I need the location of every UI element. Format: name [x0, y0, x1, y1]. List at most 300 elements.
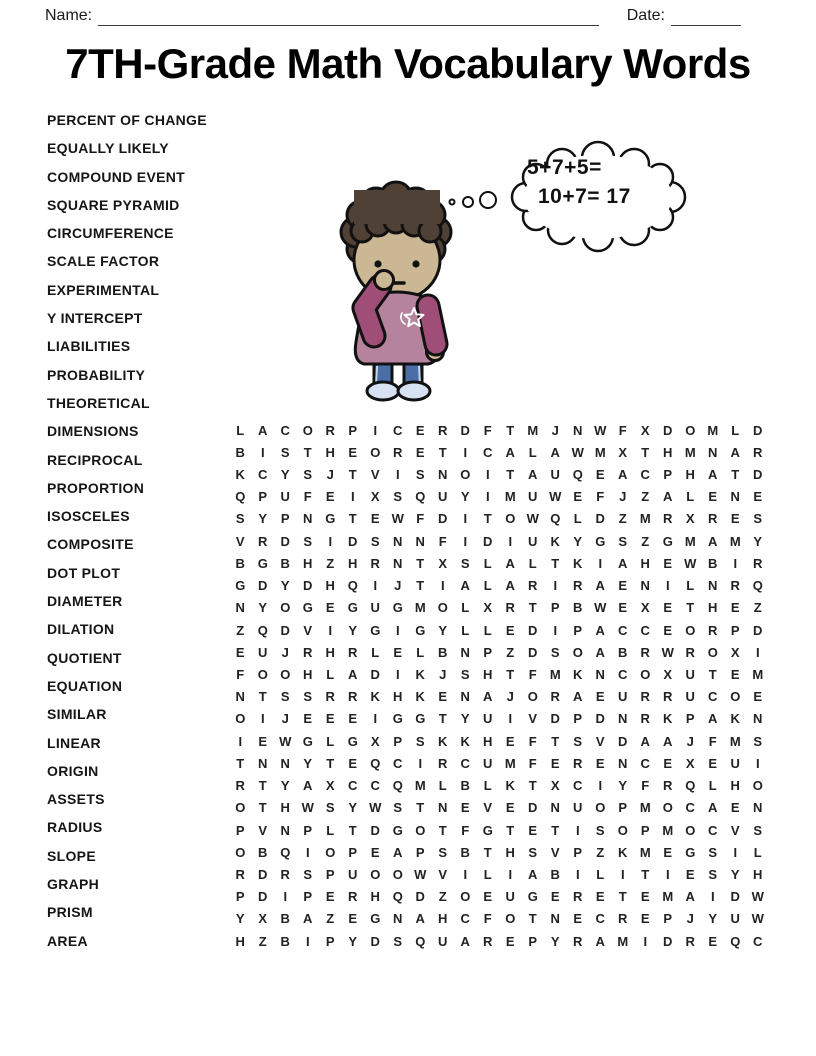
grid-cell: A: [460, 578, 470, 594]
grid-cell: O: [662, 800, 673, 816]
grid-cell: D: [415, 889, 425, 905]
grid-cell: B: [438, 644, 448, 660]
grid-cell: P: [573, 711, 583, 727]
grid-cell: F: [416, 511, 425, 527]
grid-cell: A: [483, 689, 493, 705]
grid-cell: S: [415, 467, 425, 483]
grid-cell: I: [575, 866, 580, 882]
grid-cell: E: [663, 844, 673, 860]
grid-cell: S: [280, 689, 290, 705]
grid-cell: P: [280, 511, 290, 527]
grid-cell: A: [595, 578, 605, 594]
grid-cell: D: [550, 711, 560, 727]
grid-cell: X: [640, 422, 650, 438]
grid-cell: A: [595, 644, 605, 660]
grid-cell: L: [753, 844, 762, 860]
grid-cell: N: [595, 667, 605, 683]
grid-cell: H: [685, 467, 695, 483]
grid-cell: K: [415, 667, 425, 683]
grid-cell: N: [393, 911, 403, 927]
grid-cell: L: [416, 644, 425, 660]
grid-cell: H: [663, 444, 673, 460]
grid-cell: T: [551, 555, 560, 571]
grid-cell: A: [505, 578, 515, 594]
grid-cell: I: [440, 578, 445, 594]
grid-cell: I: [755, 755, 760, 771]
grid-cell: N: [460, 689, 470, 705]
grid-cell: L: [686, 489, 695, 505]
grid-cell: O: [235, 800, 246, 816]
grid-cell: P: [550, 600, 560, 616]
grid-cell: E: [663, 755, 673, 771]
grid-cell: X: [483, 600, 493, 616]
grid-cell: R: [303, 644, 313, 660]
grid-cell: Y: [708, 911, 718, 927]
grid-cell: H: [325, 578, 335, 594]
grid-cell: L: [461, 600, 470, 616]
grid-cell: E: [753, 489, 763, 505]
grid-cell: T: [551, 733, 560, 749]
word-list-item: DIAMETER: [47, 593, 123, 610]
grid-cell: W: [684, 555, 697, 571]
grid-cell: L: [596, 866, 605, 882]
grid-cell: T: [416, 800, 425, 816]
grid-cell: E: [505, 622, 515, 638]
grid-cell: K: [370, 689, 380, 705]
grid-cell: T: [258, 778, 267, 794]
grid-cell: P: [235, 822, 245, 838]
grid-cell: O: [617, 822, 628, 838]
grid-cell: H: [303, 667, 313, 683]
grid-cell: R: [348, 644, 358, 660]
grid-cell: O: [527, 689, 538, 705]
grid-cell: Y: [280, 578, 290, 594]
grid-cell: D: [303, 578, 313, 594]
grid-cell: T: [483, 511, 492, 527]
grid-cell: F: [708, 733, 717, 749]
grid-cell: D: [595, 511, 605, 527]
grid-cell: L: [731, 422, 740, 438]
right-shoe: [398, 382, 430, 400]
grid-cell: M: [504, 755, 516, 771]
grid-cell: J: [686, 733, 694, 749]
grid-cell: D: [663, 422, 673, 438]
grid-cell: A: [528, 866, 538, 882]
grid-cell: P: [325, 933, 335, 949]
grid-cell: I: [598, 555, 603, 571]
grid-cell: R: [685, 933, 695, 949]
grid-cell: V: [370, 467, 380, 483]
grid-cell: I: [643, 933, 648, 949]
grid-cell: W: [279, 733, 292, 749]
grid-cell: A: [708, 711, 718, 727]
grid-cell: O: [370, 444, 381, 460]
word-list-item: RADIUS: [47, 819, 103, 836]
grid-cell: R: [348, 889, 358, 905]
grid-cell: I: [395, 622, 400, 638]
grid-cell: F: [618, 422, 627, 438]
grid-cell: T: [618, 889, 627, 905]
grid-cell: D: [370, 933, 380, 949]
grid-cell: G: [370, 622, 381, 638]
grid-cell: U: [258, 644, 268, 660]
grid-cell: K: [438, 733, 448, 749]
grid-cell: S: [595, 822, 605, 838]
grid-cell: Q: [415, 489, 426, 505]
grid-cell: T: [506, 467, 515, 483]
grid-cell: K: [460, 733, 470, 749]
grid-cell: E: [550, 755, 560, 771]
grid-cell: Z: [753, 600, 762, 616]
grid-cell: G: [257, 555, 268, 571]
grid-cell: U: [730, 911, 740, 927]
grid-cell: T: [506, 822, 515, 838]
grid-cell: W: [301, 800, 314, 816]
grid-cell: A: [663, 489, 673, 505]
grid-cell: R: [573, 933, 583, 949]
grid-cell: Y: [280, 467, 290, 483]
grid-cell: R: [618, 911, 628, 927]
grid-cell: L: [371, 644, 380, 660]
grid-cell: R: [438, 755, 448, 771]
word-list-item: CIRCUMFERENCE: [47, 225, 174, 242]
grid-cell: I: [710, 889, 715, 905]
grid-cell: F: [303, 489, 312, 505]
grid-cell: M: [639, 800, 651, 816]
grid-cell: U: [528, 489, 538, 505]
grid-cell: R: [685, 644, 695, 660]
grid-cell: E: [505, 933, 515, 949]
grid-cell: F: [483, 911, 492, 927]
grid-cell: Q: [392, 889, 403, 905]
grid-cell: P: [348, 422, 358, 438]
grid-cell: N: [235, 600, 245, 616]
grid-cell: S: [708, 844, 718, 860]
grid-cell: B: [460, 844, 470, 860]
word-list-item: GRAPH: [47, 876, 100, 893]
grid-cell: P: [573, 622, 583, 638]
grid-cell: D: [595, 711, 605, 727]
grid-cell: N: [753, 711, 763, 727]
grid-cell: B: [618, 644, 628, 660]
grid-cell: A: [708, 533, 718, 549]
grid-cell: I: [620, 866, 625, 882]
grid-cell: N: [235, 689, 245, 705]
grid-cell: S: [393, 933, 403, 949]
grid-cell: O: [302, 422, 313, 438]
grid-cell: E: [753, 689, 763, 705]
grid-cell: I: [305, 844, 310, 860]
grid-cell: O: [235, 844, 246, 860]
grid-cell: H: [483, 733, 493, 749]
word-list-item: DIMENSIONS: [47, 423, 139, 440]
grid-cell: E: [325, 711, 335, 727]
grid-cell: X: [438, 555, 448, 571]
grid-cell: W: [414, 866, 427, 882]
grid-cell: C: [640, 622, 650, 638]
grid-cell: Z: [438, 889, 447, 905]
grid-cell: A: [708, 467, 718, 483]
grid-cell: V: [303, 622, 313, 638]
grid-cell: E: [415, 444, 425, 460]
grid-cell: G: [392, 822, 403, 838]
grid-cell: D: [280, 622, 290, 638]
grid-cell: G: [527, 889, 538, 905]
grid-cell: D: [618, 733, 628, 749]
grid-cell: R: [348, 689, 358, 705]
grid-cell: A: [415, 911, 425, 927]
grid-cell: E: [505, 733, 515, 749]
grid-cell: O: [685, 822, 696, 838]
grid-cell: Q: [730, 933, 741, 949]
grid-cell: Z: [618, 511, 627, 527]
grid-cell: B: [280, 933, 290, 949]
grid-cell: N: [438, 467, 448, 483]
grid-cell: P: [325, 866, 335, 882]
grid-cell: I: [418, 755, 423, 771]
grid-cell: U: [550, 467, 560, 483]
grid-cell: J: [506, 689, 514, 705]
grid-cell: M: [684, 444, 696, 460]
grid-cell: E: [708, 489, 718, 505]
grid-cell: E: [370, 844, 380, 860]
grid-cell: U: [528, 533, 538, 549]
grid-cell: J: [281, 711, 289, 727]
grid-cell: C: [573, 778, 583, 794]
grid-cell: Z: [641, 533, 650, 549]
grid-cell: M: [639, 844, 651, 860]
grid-cell: S: [415, 733, 425, 749]
grid-cell: T: [528, 600, 537, 616]
grid-cell: I: [665, 866, 670, 882]
grid-cell: Y: [348, 800, 358, 816]
grid-cell: G: [347, 600, 358, 616]
grid-cell: S: [460, 555, 470, 571]
grid-cell: Y: [303, 755, 313, 771]
grid-cell: U: [438, 933, 448, 949]
grid-cell: U: [505, 889, 515, 905]
grid-cell: U: [685, 689, 695, 705]
grid-cell: W: [751, 889, 764, 905]
grid-cell: L: [528, 444, 537, 460]
grid-cell: A: [618, 555, 628, 571]
grid-cell: O: [640, 667, 651, 683]
grid-cell: V: [528, 711, 538, 727]
grid-cell: C: [618, 667, 628, 683]
grid-cell: T: [258, 689, 267, 705]
grid-cell: T: [236, 755, 245, 771]
grid-cell: A: [460, 933, 470, 949]
grid-cell: Q: [280, 844, 291, 860]
grid-cell: R: [663, 689, 673, 705]
grid-cell: O: [460, 467, 471, 483]
grid-cell: R: [325, 422, 335, 438]
grid-cell: B: [235, 444, 245, 460]
grid-cell: B: [573, 600, 583, 616]
grid-cell: J: [326, 467, 334, 483]
grid-cell: S: [753, 822, 763, 838]
grid-cell: N: [730, 489, 740, 505]
grid-cell: H: [708, 600, 718, 616]
grid-cell: X: [730, 644, 740, 660]
grid-cell: A: [393, 844, 403, 860]
grid-cell: E: [348, 911, 358, 927]
grid-cell: N: [753, 800, 763, 816]
grid-cell: O: [235, 711, 246, 727]
grid-cell: U: [370, 600, 380, 616]
grid-cell: I: [575, 822, 580, 838]
grid-cell: P: [573, 844, 583, 860]
grid-cell: E: [640, 911, 650, 927]
grid-cell: M: [707, 422, 719, 438]
grid-cell: R: [258, 533, 268, 549]
grid-cell: R: [505, 600, 515, 616]
grid-cell: Z: [506, 644, 515, 660]
grid-cell: A: [303, 778, 313, 794]
name-underline: [98, 7, 599, 26]
grid-cell: H: [325, 644, 335, 660]
grid-cell: H: [505, 844, 515, 860]
word-list-item: COMPOSITE: [47, 536, 134, 553]
grid-cell: P: [640, 822, 650, 838]
grid-cell: K: [618, 844, 628, 860]
grid-cell: Q: [347, 578, 358, 594]
grid-cell: T: [708, 667, 717, 683]
grid-cell: D: [348, 533, 358, 549]
grid-cell: R: [730, 578, 740, 594]
grid-cell: K: [573, 555, 583, 571]
grid-cell: V: [550, 844, 560, 860]
grid-cell: W: [594, 422, 607, 438]
grid-cell: T: [438, 822, 447, 838]
word-list-item: RECIPROCAL: [47, 451, 143, 468]
grid-cell: S: [303, 866, 313, 882]
grid-cell: K: [550, 533, 560, 549]
grid-cell: V: [235, 533, 245, 549]
grid-cell: M: [684, 533, 696, 549]
grid-cell: I: [373, 578, 378, 594]
grid-cell: E: [528, 822, 538, 838]
grid-cell: I: [463, 511, 468, 527]
grid-cell: S: [460, 667, 470, 683]
grid-cell: M: [662, 889, 674, 905]
grid-cell: C: [618, 622, 628, 638]
grid-cell: E: [415, 422, 425, 438]
grid-cell: F: [528, 733, 537, 749]
grid-cell: U: [618, 689, 628, 705]
word-list-item: Y INTERCEPT: [47, 310, 143, 327]
grid-cell: M: [617, 933, 629, 949]
left-eye: [374, 260, 381, 267]
grid-cell: L: [708, 778, 717, 794]
grid-cell: X: [618, 444, 628, 460]
grid-cell: A: [618, 467, 628, 483]
grid-cell: I: [485, 467, 490, 483]
grid-cell: L: [326, 822, 335, 838]
grid-cell: Y: [348, 933, 358, 949]
grid-cell: N: [460, 644, 470, 660]
grid-cell: C: [708, 689, 718, 705]
grid-cell: Y: [235, 911, 245, 927]
bubble-math-line-2: 10+7= 17: [538, 185, 631, 208]
grid-cell: W: [391, 511, 404, 527]
word-list-item: THEORETICAL: [47, 394, 150, 411]
grid-cell: D: [258, 578, 268, 594]
grid-cell: C: [483, 444, 493, 460]
grid-cell: E: [550, 889, 560, 905]
grid-cell: N: [303, 511, 313, 527]
grid-cell: D: [528, 800, 538, 816]
thought-bubble-trail: [450, 192, 497, 208]
grid-cell: D: [258, 889, 268, 905]
grid-cell: R: [483, 933, 493, 949]
grid-cell: U: [573, 800, 583, 816]
grid-cell: R: [663, 511, 673, 527]
grid-cell: N: [415, 533, 425, 549]
grid-cell: O: [685, 622, 696, 638]
grid-cell: Y: [460, 711, 470, 727]
grid-cell: O: [280, 667, 291, 683]
grid-cell: P: [258, 489, 268, 505]
grid-cell: I: [463, 444, 468, 460]
word-list-item: QUOTIENT: [47, 649, 122, 666]
grid-cell: N: [438, 800, 448, 816]
grid-cell: H: [483, 667, 493, 683]
grid-cell: B: [280, 555, 290, 571]
grid-cell: E: [348, 444, 358, 460]
grid-cell: T: [348, 467, 357, 483]
grid-cell: A: [708, 800, 718, 816]
date-label: Date:: [626, 7, 665, 24]
grid-cell: T: [438, 444, 447, 460]
grid-cell: F: [438, 533, 447, 549]
grid-cell: O: [325, 844, 336, 860]
grid-cell: Q: [392, 778, 403, 794]
grid-cell: A: [505, 555, 515, 571]
grid-cell: X: [258, 911, 268, 927]
grid-cell: M: [729, 533, 741, 549]
grid-cell: C: [640, 755, 650, 771]
grid-cell: Q: [235, 489, 246, 505]
grid-cell: H: [348, 555, 358, 571]
grid-cell: I: [373, 711, 378, 727]
grid-cell: E: [460, 800, 470, 816]
grid-cell: D: [528, 622, 538, 638]
grid-cell: Q: [572, 467, 583, 483]
word-list-item: COMPOUND EVENT: [47, 168, 185, 185]
grid-cell: P: [528, 933, 538, 949]
grid-cell: X: [370, 733, 380, 749]
grid-cell: U: [685, 667, 695, 683]
grid-cell: Q: [415, 933, 426, 949]
grid-cell: I: [463, 866, 468, 882]
grid-cell: E: [730, 667, 740, 683]
grid-cell: W: [369, 800, 382, 816]
grid-cell: J: [394, 578, 402, 594]
grid-cell: M: [527, 422, 539, 438]
grid-cell: M: [594, 444, 606, 460]
grid-cell: D: [438, 511, 448, 527]
grid-cell: E: [618, 578, 628, 594]
grid-cell: N: [393, 555, 403, 571]
grid-cell: U: [348, 866, 358, 882]
grid-cell: T: [641, 866, 650, 882]
grid-cell: C: [595, 911, 605, 927]
grid-cell: B: [280, 911, 290, 927]
word-list-item: DOT PLOT: [47, 564, 121, 581]
grid-cell: O: [415, 822, 426, 838]
grid-cell: C: [280, 422, 290, 438]
